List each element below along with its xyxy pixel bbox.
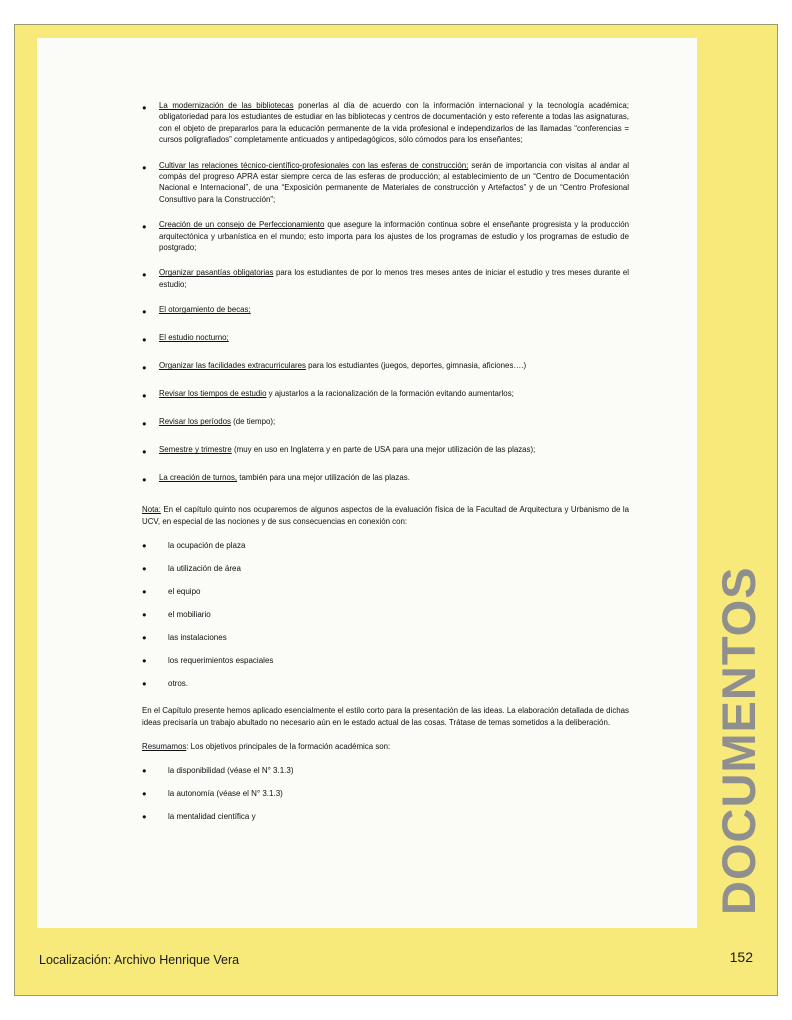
list-item-lead: Semestre y trimestre — [159, 445, 232, 455]
list-item — [142, 540, 629, 552]
list-item-text: la ocupación de plaza — [168, 541, 246, 551]
bullet-icon: ● — [142, 564, 147, 574]
list-item — [142, 765, 629, 777]
list-item — [142, 332, 629, 346]
bullet-icon: ● — [142, 541, 147, 551]
list-item-text: para los estudiantes de por lo menos tres meses antes de iniciar el estudio y tres meses durante el estudio; — [159, 268, 629, 289]
resumamos-paragraph — [142, 741, 629, 752]
document-page — [14, 24, 778, 996]
list-item — [142, 586, 629, 598]
list-item — [142, 632, 629, 644]
list-item-text: los requerimientos espaciales — [168, 656, 274, 666]
list-item-text: serán de importancia con visitas al andar al compás del progreso APRA estar siempre cerca de las esferas de producción; al establecimiento de un “Centro de Documentación Nacional e Internacional”, de una “Exposición permanente de Materiales de construcción y Artefactos” y de un “Centro Profesional Consultivo para la Construcción”; — [159, 160, 630, 204]
list-item — [142, 267, 629, 290]
list-item — [142, 678, 629, 690]
bullet-icon: ● — [142, 391, 147, 401]
list-item — [142, 304, 629, 318]
bullet-icon: ● — [142, 679, 147, 689]
bullet-icon: ● — [142, 766, 147, 776]
list-item-text: que asegure la información continua sobre el enseñante progresista y la producción arquitectónica y urbanística en el mundo; esto importa para los ajustes de los programas de estudio y los programas de estudio de postgrado; — [159, 220, 629, 253]
list-item — [142, 100, 629, 146]
bullet-icon: ● — [142, 103, 147, 112]
list-item-text: (de tiempo); — [230, 417, 276, 427]
list-item-text: el mobiliario — [168, 610, 211, 620]
list-item — [142, 563, 629, 575]
list-item-text: otros. — [168, 679, 189, 689]
list-item-text: y ajustarlos a la racionalización de la formación evitando aumentarlos; — [266, 389, 514, 399]
list-item-lead: La modernización de las bibliotecas — [159, 101, 294, 110]
bullet-icon: ● — [142, 812, 147, 822]
list-item-text: la mentalidad científica y — [168, 812, 256, 822]
bullet-icon: ● — [142, 222, 147, 232]
list-item-lead: Revisar los tiempos de estudio — [159, 389, 267, 399]
list-item — [142, 655, 629, 667]
nota-text: En el capítulo quinto nos ocuparemos de algunos aspectos de la evaluación física de la Facultad de Arquitectura y Urbanismo de la UCV, en especial de las nociones y de sus consecuencias en conexión con: — [142, 505, 629, 526]
list-item — [142, 472, 629, 486]
list-item-text: para los estudiantes (juegos, deportes, gimnasia, aficiones….) — [305, 361, 527, 371]
list-item — [142, 416, 629, 430]
list-item-text: ponerlas al día de acuerdo con la información internacional y la tecnología académica; obligatoriedad para los estudiantes de estudiar en las bibliotecas y centros de documentación y esto referente a todas las asignaturas, con el objeto de prepararlos para la educación permanente de la vida profesional e independizarlos de las llamadas “conferencias = cursos poligrafiados” completamente anticuados y antipedagógicos, sólo cómodos para los enseñantes; — [159, 101, 629, 145]
list-item-lead: El estudio nocturno; — [159, 333, 229, 343]
bullet-icon: ● — [142, 307, 147, 317]
list-item-lead: La creación de turnos, — [159, 473, 238, 483]
list-item-lead: El otorgamiento de becas; — [159, 305, 251, 315]
bullet-icon: ● — [142, 270, 147, 280]
list-item-lead: Revisar los períodos — [159, 417, 231, 427]
resumamos-text: : Los objetivos principales de la formación académica son: — [186, 741, 391, 751]
list-item — [142, 360, 629, 374]
list-item-lead: Creación de un consejo de Perfeccionamiento — [159, 220, 325, 230]
document-content-card — [37, 38, 697, 928]
page-number: 152 — [729, 949, 753, 965]
list-item — [142, 219, 629, 253]
bullet-icon: ● — [142, 633, 147, 643]
list-item-lead: Organizar pasantías obligatorias — [159, 268, 274, 278]
nota-paragraph — [142, 504, 629, 527]
bullet-icon: ● — [142, 656, 147, 666]
list-item-text: la utilización de área — [168, 564, 241, 574]
page-footer — [15, 929, 777, 995]
bullet-icon: ● — [142, 419, 147, 429]
list-item-text: (muy en uso en Inglaterra y en parte de USA para una mejor utilización de las plazas); — [231, 445, 536, 455]
list-item — [142, 388, 629, 402]
list-item-lead: Organizar las facilidades extracurriculares — [159, 361, 306, 371]
footer-location: Localización: Archivo Henrique Vera — [39, 953, 240, 967]
list-item-text: también para una mejor utilización de las plazas. — [237, 473, 410, 483]
nota-label: Nota: — [142, 505, 161, 515]
list-item-text: el equipo — [168, 587, 201, 597]
list-item-text: la autonomía (véase el N° 3.1.3) — [168, 789, 283, 799]
list-item-text: la disponibilidad (véase el N° 3.1.3) — [168, 766, 294, 776]
list-item-lead: Cultivar las relaciones técnico-científico-profesionales con las esferas de construcción; — [159, 160, 469, 170]
bullet-icon: ● — [142, 363, 147, 373]
resumamos-label: Resumamos — [142, 741, 187, 751]
list-item-text: las instalaciones — [168, 633, 227, 643]
list-item — [142, 444, 629, 458]
list-item — [142, 788, 629, 800]
bullet-icon: ● — [142, 475, 147, 485]
document-body — [142, 100, 629, 834]
side-section-label: DOCUMENTOS — [712, 566, 765, 915]
closing-paragraph: En el Capítulo presente hemos aplicado esencialmente el estilo corto para la presentación de las ideas. La elaboración detallada de dichas ideas precisaría un trabajo abultado no necesario aún en le estado actual de las cosas. Trátase de temas sometidos a la deliberación. — [142, 706, 629, 727]
bullet-icon: ● — [142, 610, 147, 620]
list-item — [142, 811, 629, 823]
bullet-icon: ● — [142, 335, 147, 345]
bullet-icon: ● — [142, 789, 147, 799]
list-item — [142, 609, 629, 621]
list-item — [142, 160, 629, 206]
bullet-icon: ● — [142, 162, 147, 172]
bullet-icon: ● — [142, 587, 147, 597]
bullet-icon: ● — [142, 447, 147, 457]
